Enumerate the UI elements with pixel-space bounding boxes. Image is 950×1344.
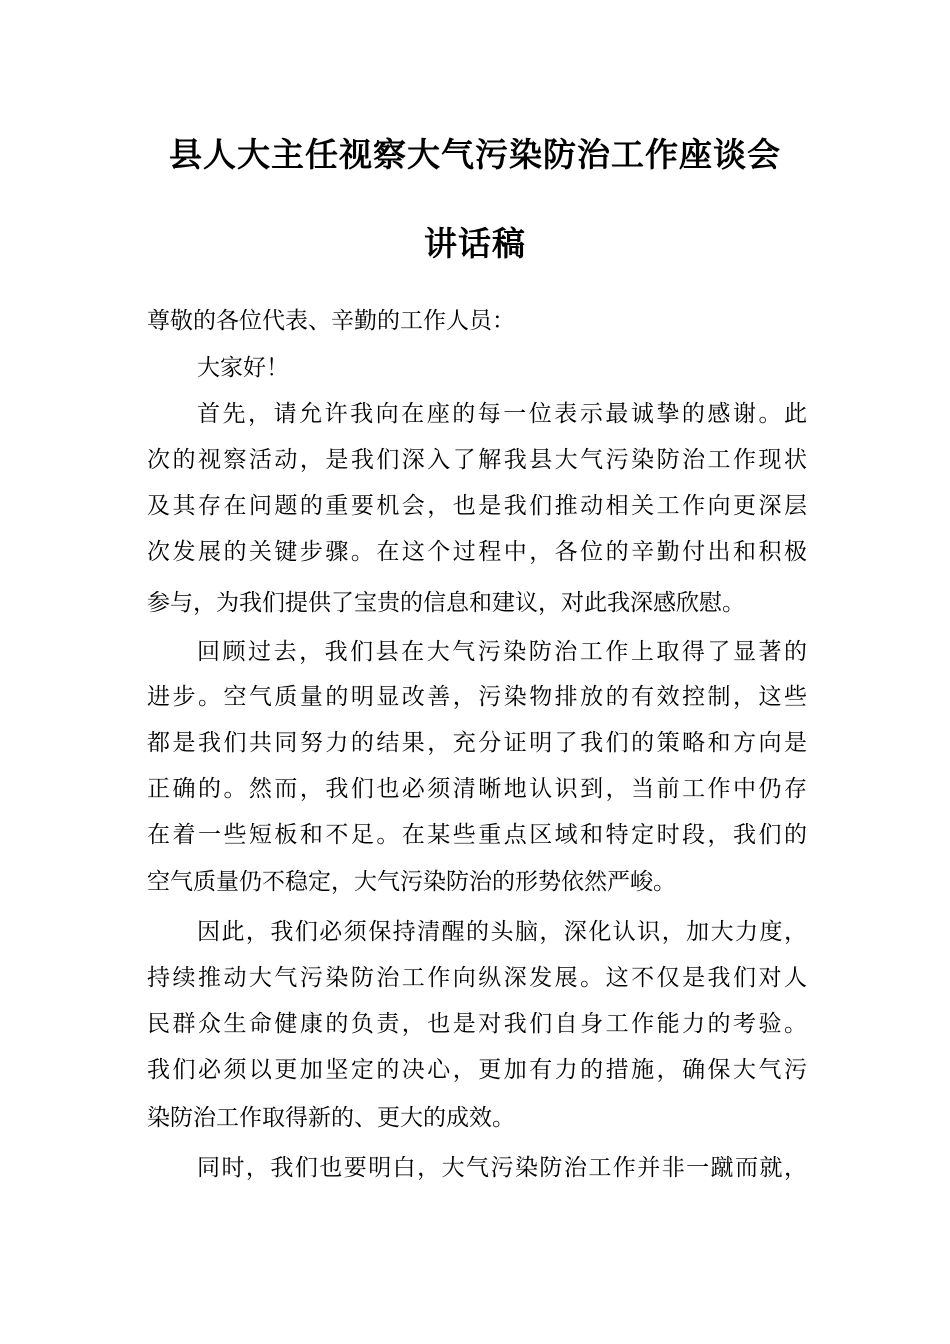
paragraph-line: 次的视察活动，是我们深入了解我县大气污染防治工作现状 — [147, 447, 807, 473]
document-title-line-1: 县人大主任视察大气污染防治工作座谈会 — [169, 135, 781, 174]
greeting: 大家好！ — [197, 355, 289, 381]
paragraph-line: 持续推动大气污染防治工作向纵深发展。这不仅是我们对人 — [147, 965, 807, 991]
paragraph-line: 在着一些短板和不足。在某些重点区域和特定时段，我们的 — [147, 822, 807, 848]
paragraph-line: 及其存在问题的重要机会，也是我们推动相关工作向更深层 — [147, 493, 807, 519]
paragraph-line: 我们必须以更加坚定的决心，更加有力的措施，确保大气污 — [147, 1057, 807, 1083]
paragraph-line: 回顾过去，我们县在大气污染防治工作上取得了显著的 — [197, 639, 807, 665]
paragraph-line: 正确的。然而，我们也必须清晰地认识到，当前工作中仍存 — [147, 776, 807, 802]
paragraph-line: 首先，请允许我向在座的每一位表示最诚挚的感谢。此 — [197, 401, 807, 427]
salutation: 尊敬的各位代表、辛勤的工作人员： — [147, 308, 515, 334]
paragraph-line: 次发展的关键步骤。在这个过程中，各位的辛勤付出和积极 — [147, 539, 807, 565]
paragraph-line: 染防治工作取得新的、更大的成效。 — [147, 1105, 515, 1131]
paragraph-line: 空气质量仍不稳定，大气污染防治的形势依然严峻。 — [147, 869, 676, 895]
paragraph-line: 都是我们共同努力的结果，充分证明了我们的策略和方向是 — [147, 730, 807, 756]
paragraph-line: 同时，我们也要明白，大气污染防治工作并非一蹴而就， — [197, 1155, 807, 1181]
paragraph-line: 进步。空气质量的明显改善，污染物排放的有效控制，这些 — [147, 684, 807, 710]
paragraph-line: 因此，我们必须保持清醒的头脑，深化认识，加大力度， — [197, 919, 807, 945]
paragraph-line: 民群众生命健康的负责，也是对我们自身工作能力的考验。 — [147, 1011, 807, 1037]
document-title-line-2: 讲话稿 — [424, 224, 526, 263]
paragraph-line: 参与，为我们提供了宝贵的信息和建议，对此我深感欣慰。 — [147, 590, 745, 616]
